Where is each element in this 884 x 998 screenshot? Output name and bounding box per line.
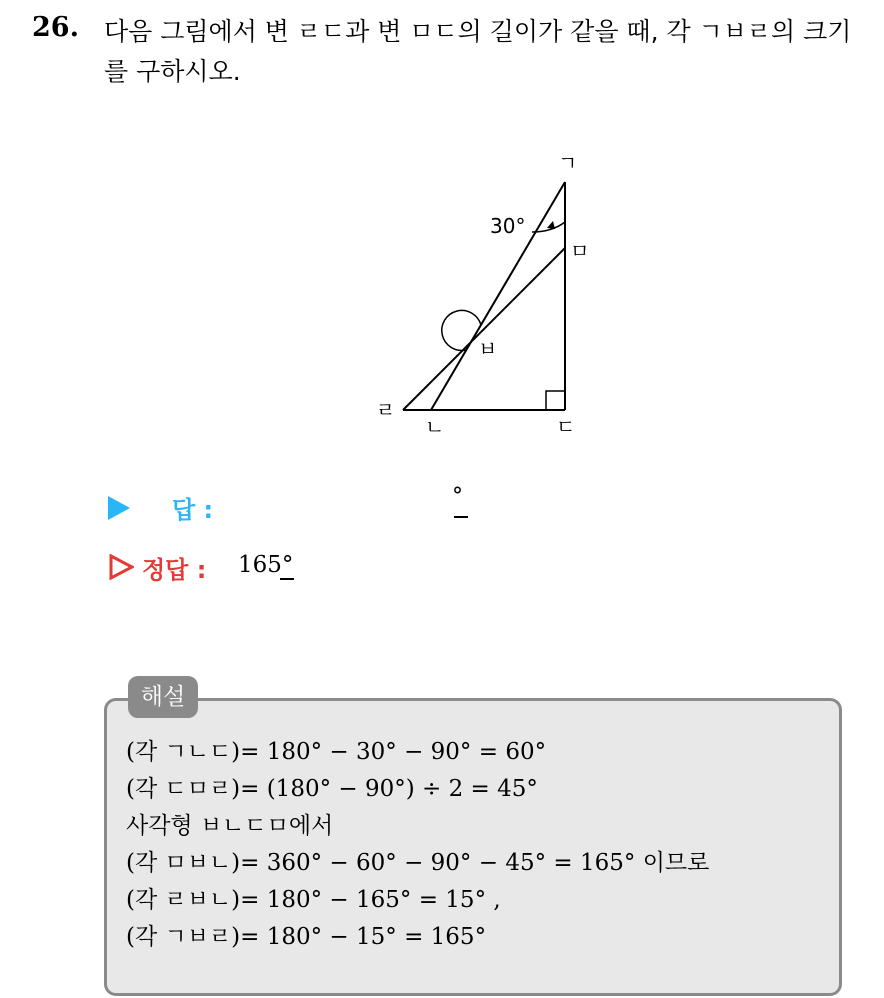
play-arrow-icon [108,496,130,520]
vertex-label-m: ㅁ [570,239,590,263]
explanation-lines [126,734,826,956]
segment-rm [403,248,565,410]
answer-label: 답 : [172,496,214,524]
angle-arc-b [442,310,481,350]
vertex-label-r: ㄹ [376,398,396,422]
arc-arrowhead [547,221,555,229]
question-text: 다음 그림에서 변 ㄹㄷ과 변 ㅁㄷ의 길이가 같을 때, 각 ㄱㅂㄹ의 크기를 구하시오. [104,17,852,86]
explanation-line: (각 ㄱㅂㄹ)= 180° − 15° = 165° [126,924,487,950]
correct-answer-value: 165° [238,552,294,578]
vertex-label-b: ㅂ [478,337,498,361]
answer-blank-underline [454,516,468,518]
question-number: 26. [32,12,79,43]
vertex-label-g: ㄱ [558,151,578,175]
right-angle-mark [546,391,565,410]
explanation-line: (각 ㄷㅁㄹ)= (180° − 90°) ÷ 2 = 45° [126,776,538,802]
explanation-tag: 해설 [128,676,198,718]
explanation-line: 사각형 ㅂㄴㄷㅁ에서 [126,813,334,839]
vertex-label-n: ㄴ [425,415,445,439]
answer-unit: ° [452,484,463,509]
label-angle-30: 30° [490,214,526,238]
outline-arrow-icon [108,554,134,580]
explanation-line: (각 ㄹㅂㄴ)= 180° − 165° = 15° , [126,887,501,913]
correct-answer-underline [280,578,294,580]
vertex-label-d: ㄷ [556,415,576,439]
correct-answer-label: 정답 : [142,556,207,584]
explanation-line: (각 ㅁㅂㄴ)= 360° − 60° − 90° − 45° = 165° 이므로 [126,850,710,876]
explanation-line: (각 ㄱㄴㄷ)= 180° − 30° − 90° = 60° [126,739,547,765]
